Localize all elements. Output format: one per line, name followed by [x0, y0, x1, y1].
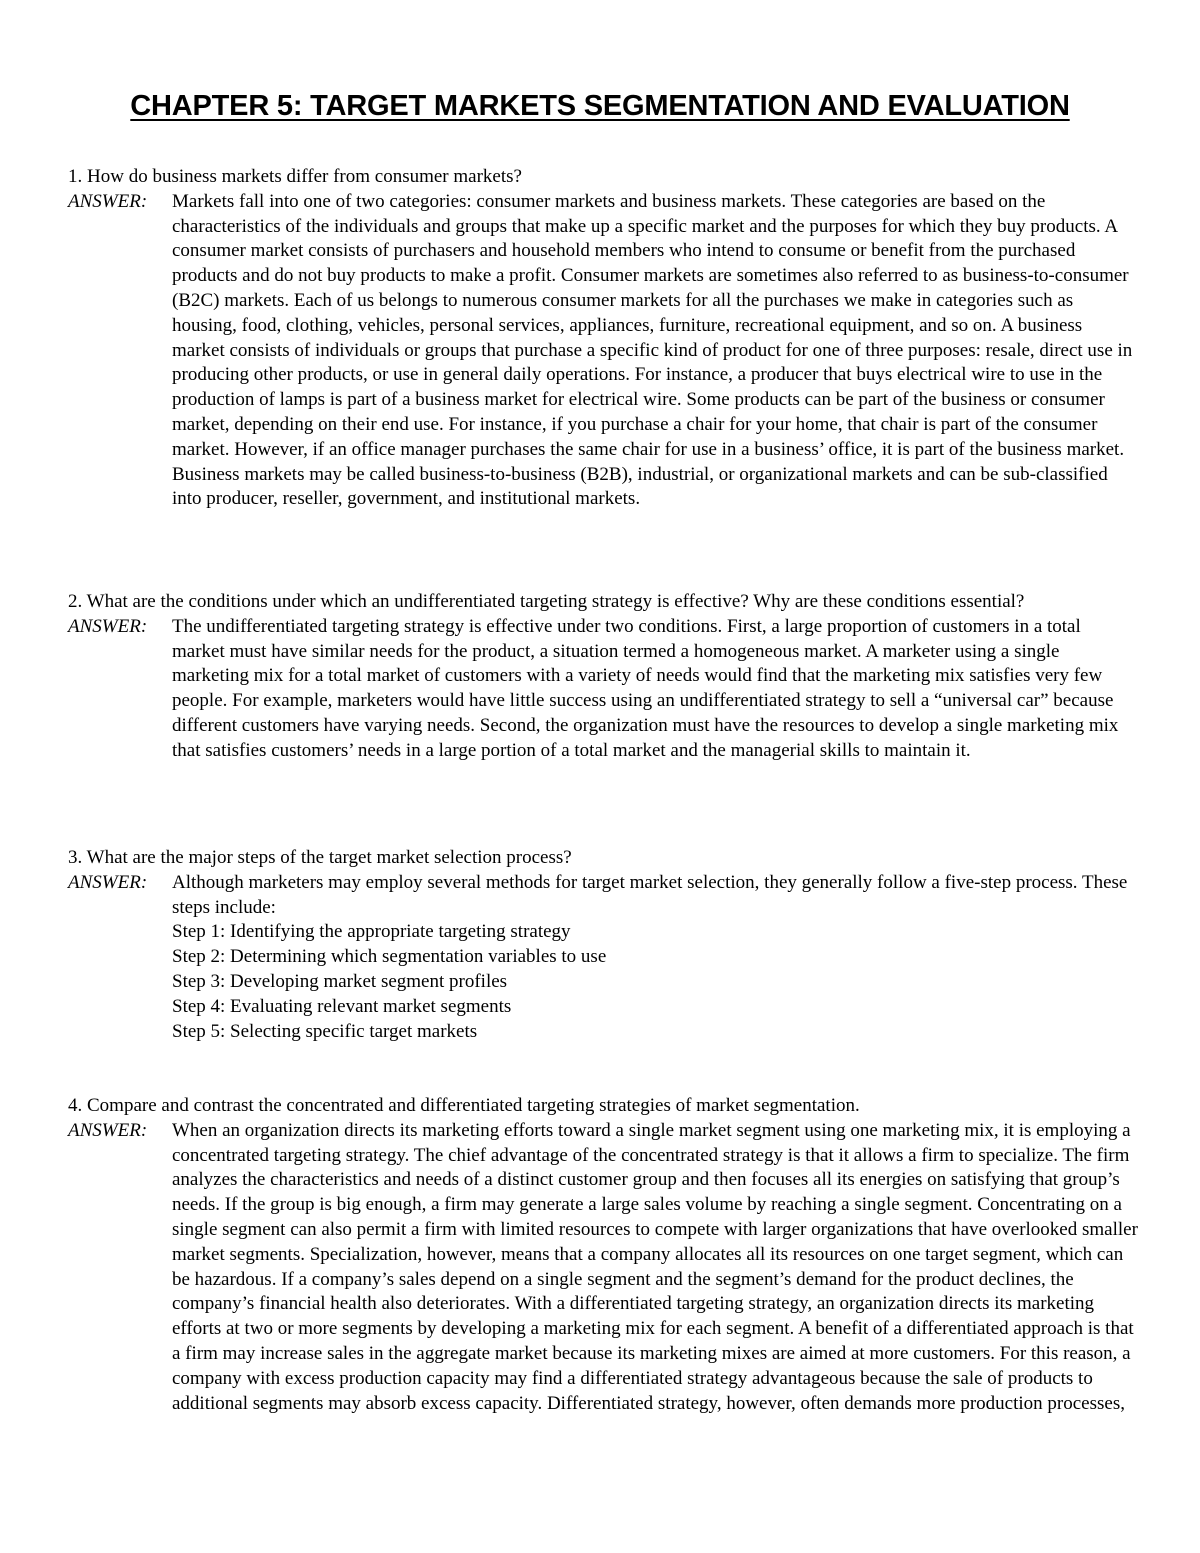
answer-3-text: Although marketers may employ several methods for target market selection, they generally follow a five-step process. These steps include: [172, 871, 1128, 918]
answer-4 [68, 1119, 1138, 1417]
answer-1 [68, 190, 1138, 512]
question-1: 1. How do business markets differ from consumer markets? [68, 166, 522, 187]
answer-label: ANSWER: [68, 190, 148, 212]
qa-item-4 [68, 1094, 1138, 1416]
step-item-3: Step 3: Developing market segment profiles [172, 970, 508, 992]
step-item-4: Step 4: Evaluating relevant market segments [172, 995, 512, 1017]
qa-item-3 [68, 846, 1138, 1044]
answer-label: ANSWER: [68, 871, 148, 893]
qa-item-1 [68, 165, 1138, 512]
question-2: 2. What are the conditions under which an undifferentiated targeting strategy is effective? Why are these conditions essential? [68, 591, 1025, 612]
step-item-2: Step 2: Determining which segmentation variables to use [172, 946, 607, 968]
chapter-title: CHAPTER 5: TARGET MARKETS SEGMENTATION AND EVALUATION [130, 90, 1070, 122]
step-item-5: Step 5: Selecting specific target markets [172, 1020, 478, 1042]
qa-item-2 [68, 590, 1138, 764]
question-3: 3. What are the major steps of the target market selection process? [68, 847, 572, 868]
answer-label: ANSWER: [68, 615, 148, 637]
answer-3 [68, 871, 1138, 1045]
answer-1-text: Markets fall into one of two categories: consumer markets and business markets. These categories are based on the characteristics of the individuals and groups that make up a specific market and the purposes for which they buy products. A consumer market consists of purchasers and household members who intend to consume or benefit from the purchased products and do not buy products to make a profit. Consumer markets are sometimes also referred to as business-to-consumer (B2C) markets. Each of us belongs to numerous consumer markets for all the purchases we make in categories such as housing, food, clothing, vehicles, personal services, appliances, furniture, recreational equipment, and so on. A business market consists of individuals or groups that purchase a specific kind of product for one of three purposes: resale, direct use in producing other products, or use in general daily operations. For instance, a producer that buys electrical wire to use in the production of lamps is part of a business market for electrical wire. Some products can be part of the business or consumer market, depending on their end use. For instance, if you purchase a chair for your home, that chair is part of the consumer market. However, if an office manager purchases the same chair for use in a business’ office, it is part of the business market. Business markets may be called business-to-business (B2B), industrial, or organizational markets and can be sub-classified into producer, reseller, government, and institutional markets. [172, 190, 1133, 510]
question-4: 4. Compare and contrast the concentrated and differentiated targeting strategies of market segmentation. [68, 1095, 860, 1116]
answer-label: ANSWER: [68, 1119, 148, 1141]
answer-2 [68, 615, 1138, 764]
answer-4-text: When an organization directs its marketing efforts toward a single market segment using one marketing mix, it is employing a concentrated targeting strategy. The chief advantage of the concentrated strategy is that it allows a firm to specialize. The firm analyzes the characteristics and needs of a distinct customer group and then focuses all its energies on satisfying that group’s needs. If the group is big enough, a firm may generate a large sales volume by reaching a single segment. Concentrating on a single segment can also permit a firm with limited resources to compete with larger organizations that have overlooked smaller market segments. Specialization, however, means that a company allocates all its resources on one target segment, which can be hazardous. If a company’s sales depend on a single segment and the segment’s demand for the product declines, the company’s financial health also deteriorates. With a differentiated targeting strategy, an organization directs its marketing efforts at two or more segments by developing a marketing mix for each segment. A benefit of a differentiated approach is that a firm may increase sales in the aggregate market because its marketing mixes are aimed at more customers. For this reason, a company with excess production capacity may find a differentiated strategy advantageous because the sale of products to additional segments may absorb excess capacity. Differentiated strategy, however, often demands more production processes, [172, 1119, 1138, 1414]
step-item-1: Step 1: Identifying the appropriate targeting strategy [172, 921, 571, 943]
answer-2-text: The undifferentiated targeting strategy is effective under two conditions. First, a large proportion of customers in a total market must have similar needs for the product, a situation termed a homogeneous market. A marketer using a single marketing mix for a total market of customers with a variety of needs would find that the marketing mix satisfies very few people. For example, marketers would have little success using an undifferentiated strategy to sell a “universal car” because different customers have varying needs. Second, the organization must have the resources to develop a single marketing mix that satisfies customers’ needs in a large portion of a total market and the managerial skills to maintain it. [172, 615, 1119, 761]
